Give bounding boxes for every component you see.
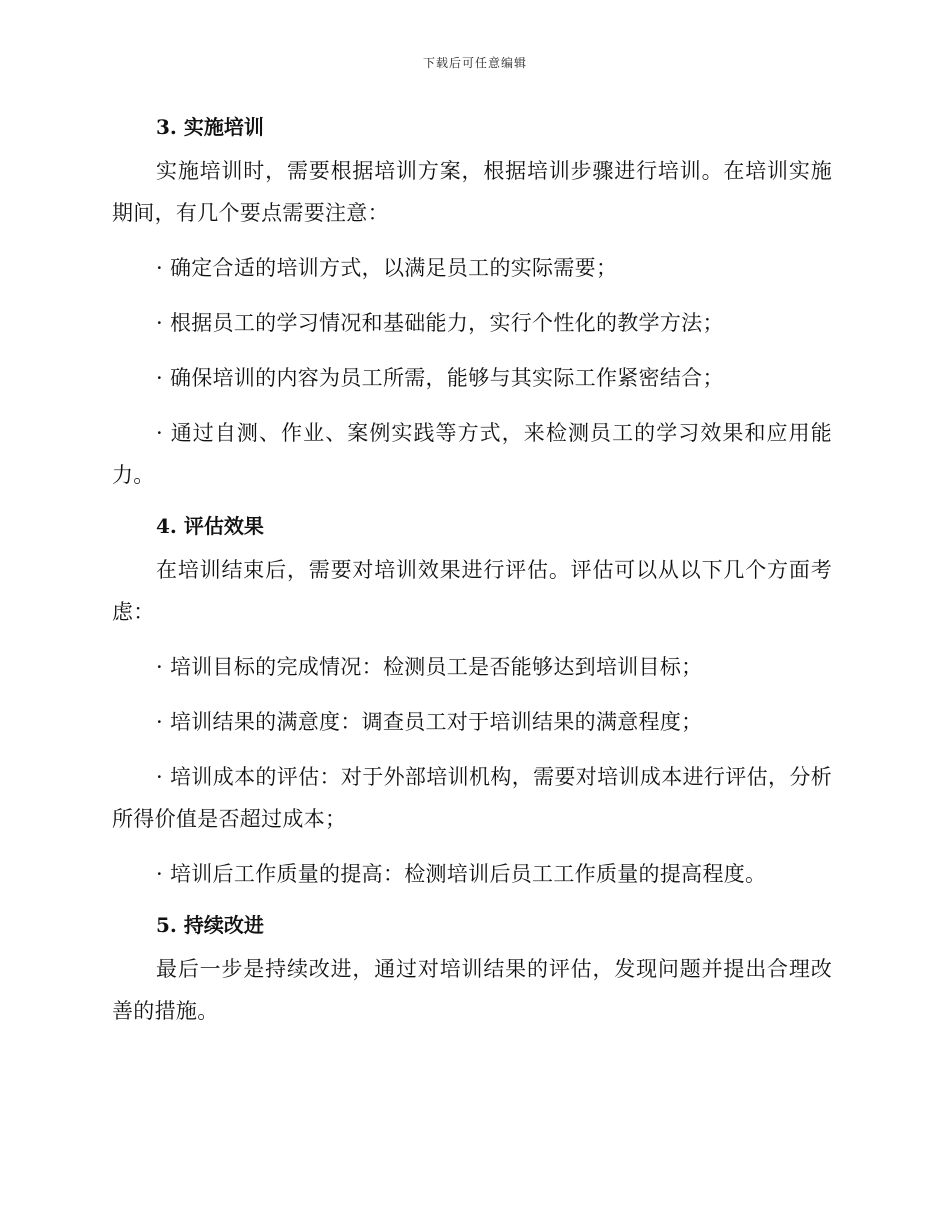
section-heading-5: 5. 持续改进 bbox=[156, 913, 264, 937]
page-header: 下载后可任意编辑 bbox=[422, 56, 527, 70]
section-5-intro: 最后一步是持续改进，通过对培训结果的评估，发现问题并提出合理改善的措施。 bbox=[112, 957, 832, 1023]
section-4-bullet-1: · 培训目标的完成情况：检测员工是否能够达到培训目标； bbox=[156, 655, 703, 679]
document-body bbox=[112, 110, 832, 1032]
section-heading-3: 3. 实施培训 bbox=[156, 115, 264, 139]
section-3-bullet-1: · 确定合适的培训方式，以满足员工的实际需要； bbox=[156, 256, 618, 280]
section-4-bullet-2: · 培训结果的满意度：调查员工对于培训结果的满意程度； bbox=[156, 710, 703, 734]
section-3-bullet-3: · 确保培训的内容为员工所需，能够与其实际工作紧密结合； bbox=[156, 366, 724, 390]
section-4-bullet-3: · 培训成本的评估：对于外部培训机构，需要对培训成本进行评估，分析所得价值是否超过成本； bbox=[112, 765, 832, 831]
section-3-intro: 实施培训时，需要根据培训方案，根据培训步骤进行培训。在培训实施期间，有几个要点需要注意： bbox=[112, 159, 832, 225]
section-3-bullet-2: · 根据员工的学习情况和基础能力，实行个性化的教学方法； bbox=[156, 311, 724, 335]
section-4-intro: 在培训结束后，需要对培训效果进行评估。评估可以从以下几个方面考虑： bbox=[112, 558, 832, 624]
section-4-bullet-4: · 培训后工作质量的提高：检测培训后员工工作质量的提高程度。 bbox=[156, 862, 767, 886]
section-3-bullet-4: · 通过自测、作业、案例实践等方式，来检测员工的学习效果和应用能力。 bbox=[112, 421, 832, 487]
section-heading-4: 4. 评估效果 bbox=[156, 514, 264, 538]
